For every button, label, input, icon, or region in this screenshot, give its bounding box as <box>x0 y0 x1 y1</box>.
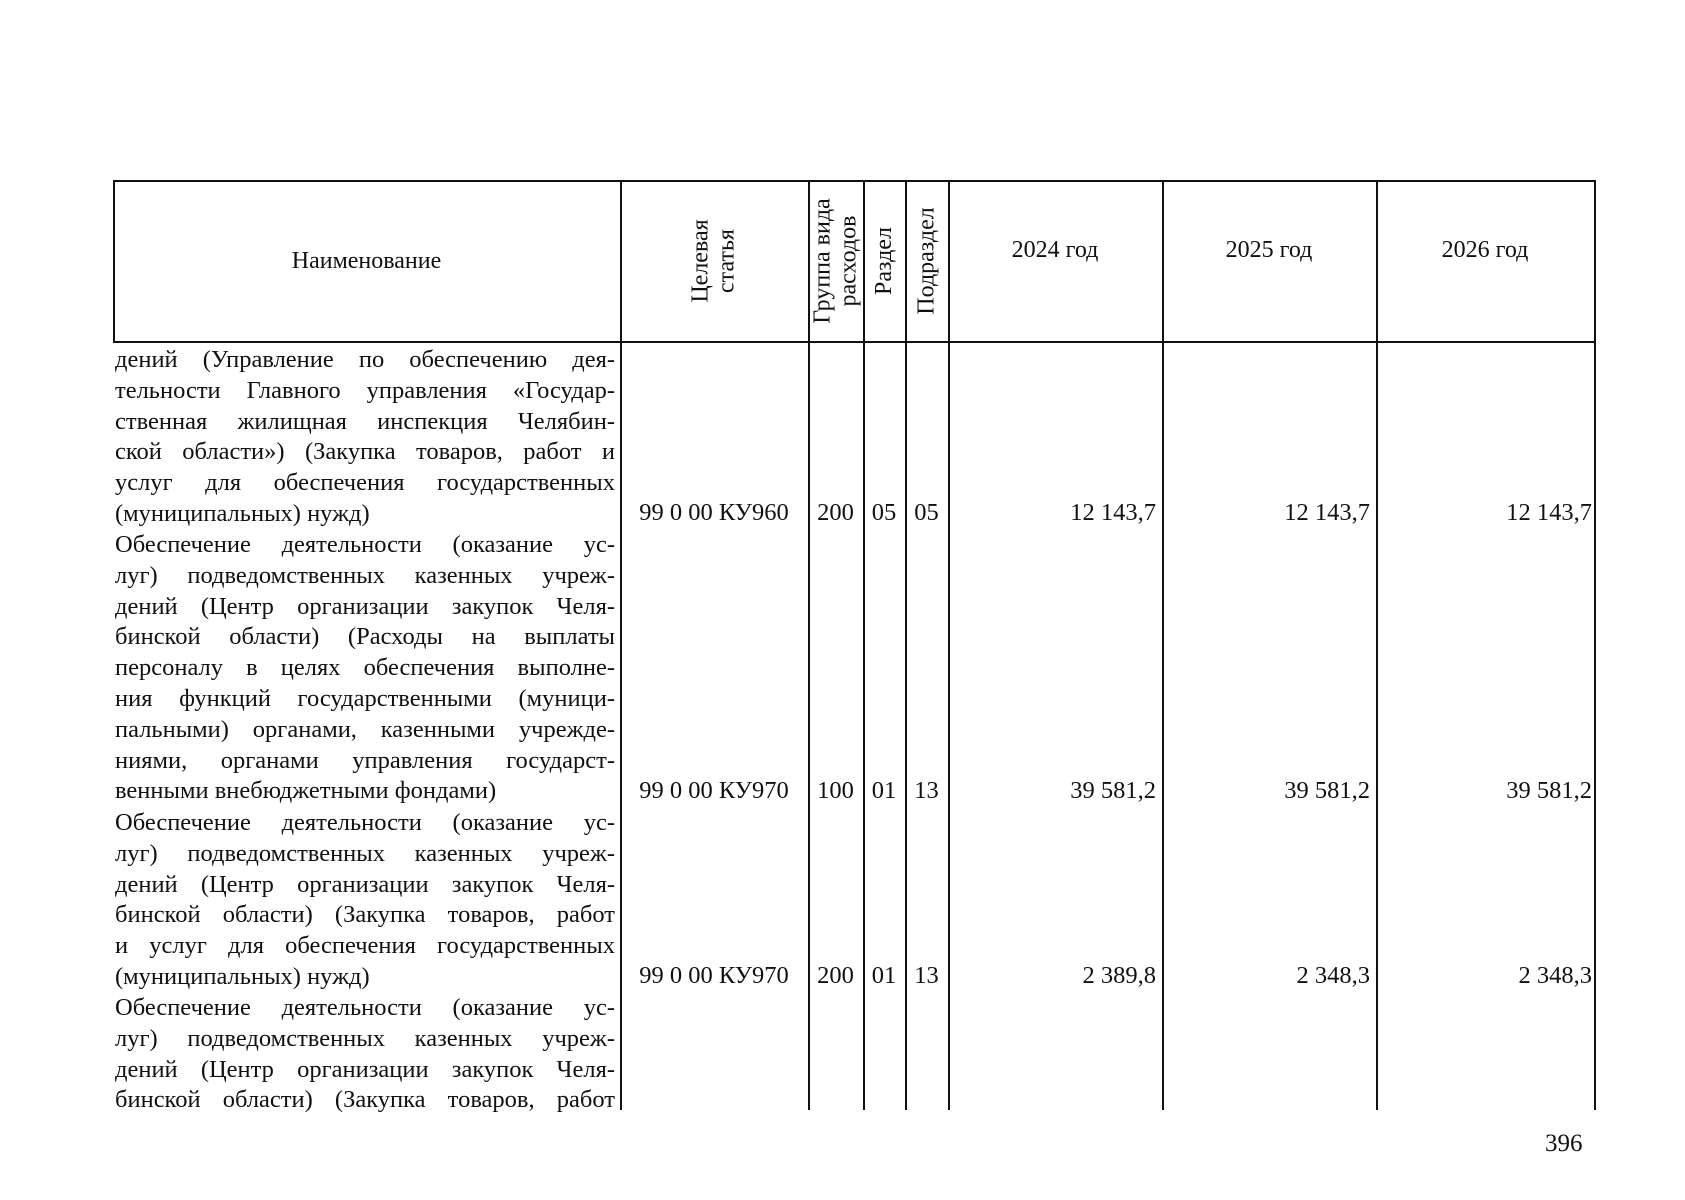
header-bottom-border <box>113 341 1596 343</box>
row-3-2026: 2 348,3 <box>1518 962 1592 989</box>
row-1-group: 200 <box>817 499 854 526</box>
row-2-2024: 39 581,2 <box>1070 777 1156 804</box>
row-2-group: 100 <box>817 777 854 804</box>
row-3-name: Обеспечение деятельности (оказание ус- луг) подведомственных казенных учреж- дений (Центр организации закупок Челя- бинской области) (Закупка товаров, работ и услуг для обеспечения государственных (муниципальных) нужд) <box>115 809 615 990</box>
col-border-8 <box>1594 180 1596 1110</box>
header-2025: 2025 год <box>1225 237 1313 263</box>
page-number: 396 <box>1545 1130 1583 1157</box>
header-2024: 2024 год <box>1011 237 1099 263</box>
row-3-target: 99 0 00 КУ970 <box>639 962 789 989</box>
row-1-target: 99 0 00 КУ960 <box>639 499 789 526</box>
row-3-subsection: 13 <box>914 962 939 989</box>
row-3-section: 01 <box>871 962 897 989</box>
row-1-section: 05 <box>871 499 897 526</box>
budget-table <box>113 180 1596 1114</box>
header-group: Группа вида расходов <box>809 197 862 324</box>
header-section: Раздел <box>871 226 898 295</box>
row-1-2026: 12 143,7 <box>1506 499 1592 526</box>
row-2-name: Обеспечение деятельности (оказание ус- луг) подведомственных казенных учреж- дений (Центр организации закупок Челя- бинской области) (Расходы на выплаты персоналу в целях обеспечения выполне- ния функций государственными (муници- пальными) органами, казенными учрежде- ниями, органами управления государст- венными внебюджетными фондами) <box>115 531 615 805</box>
row-3-2024: 2 389,8 <box>1082 962 1156 989</box>
row-2-section: 01 <box>871 777 897 804</box>
row-1-subsection: 05 <box>914 499 939 526</box>
row-2-2025: 39 581,2 <box>1284 777 1370 804</box>
row-3-group: 200 <box>817 962 854 989</box>
row-1-2024: 12 143,7 <box>1070 499 1156 526</box>
row-2-target: 99 0 00 КУ970 <box>639 777 789 804</box>
header-target: Целевая статья <box>687 218 740 303</box>
row-4-name: Обеспечение деятельности (оказание ус- луг) подведомственных казенных учреж- дений (Центр организации закупок Челя- бинской области) (Закупка товаров, работ <box>115 994 615 1114</box>
row-2-2026: 39 581,2 <box>1506 777 1592 804</box>
header-2026: 2026 год <box>1441 237 1529 263</box>
row-1-2025: 12 143,7 <box>1284 499 1370 526</box>
header-subsection: Подраздел <box>913 206 940 315</box>
row-1-name: дений (Управление по обеспечению дея- тельности Главного управления «Государ- ственная жилищная инспекция Челябин- ской области») (Закупка товаров, работ и услуг для обеспечения государственных (муниципальных) нужд) <box>115 346 615 527</box>
header-name: Наименование <box>291 247 442 274</box>
row-2-subsection: 13 <box>914 777 939 804</box>
row-3-2025: 2 348,3 <box>1296 962 1370 989</box>
